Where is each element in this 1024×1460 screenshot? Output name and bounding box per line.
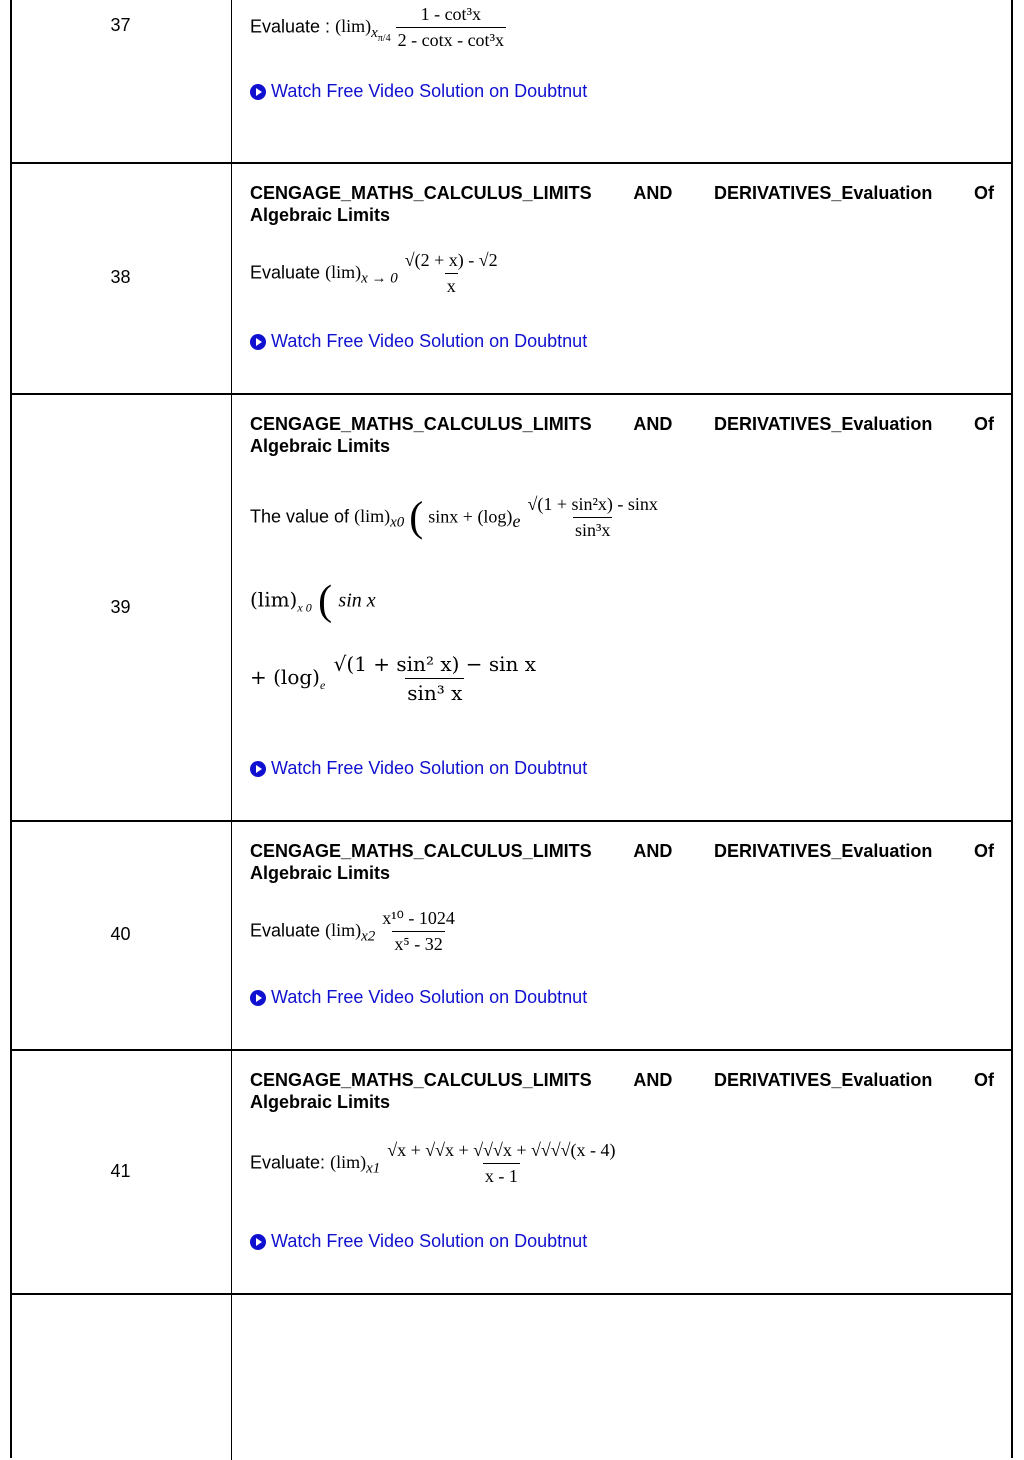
watch-video-link[interactable]	[250, 331, 587, 352]
left-paren: (	[318, 578, 333, 624]
question-heading	[250, 413, 994, 457]
question-text: The value of $(\lim)_{x0}$ ( $\sin x + (\log)_e$ $\frac{\text{√(1 + sin²x) - sinx}}{\text{sin³x}}$	[250, 494, 658, 541]
question-number: 37	[110, 15, 131, 35]
heading-part: Algebraic Limits	[250, 436, 391, 456]
heading-part: AND	[633, 183, 673, 203]
question-text: Evaluate $(\lim)_{x \to 0}$ $\frac{√(2 + x) - √2}{x}$	[250, 250, 498, 296]
fraction	[396, 4, 506, 51]
log-base: e	[512, 510, 521, 531]
heading-part: Algebraic Limits	[250, 1092, 391, 1112]
denominator: sin³x	[573, 517, 612, 541]
heading-part: DERIVATIVES_Evaluation	[713, 1070, 933, 1090]
question-text: Evaluate $(\lim)_{x2}$ $\frac{\text{x¹⁰ - 1024}}{\text{x⁵ - 32}}$	[250, 908, 455, 954]
denominator: x	[445, 273, 458, 297]
column-divider	[231, 0, 232, 1460]
question-number: 38	[110, 267, 131, 287]
numerator: 1 - cot³x	[420, 4, 481, 24]
fraction	[403, 250, 500, 297]
fraction	[525, 494, 659, 541]
left-paren: (	[409, 494, 424, 541]
heading-part: CENGAGE_MATHS_CALCULUS_LIMITS	[250, 841, 592, 861]
question-prefix: The value of	[250, 506, 350, 527]
tex-part: e	[319, 678, 326, 692]
heading-part: AND	[633, 841, 673, 861]
heading-part: DERIVATIVES_Evaluation	[713, 414, 933, 434]
tex-line-1	[250, 580, 376, 622]
heading-part: Algebraic Limits	[250, 863, 391, 883]
question-text: Evaluate : $(\lim)_{x_{\pi/4}}$ $\frac{\text{1 - cot³x}}{\text{2 - cotx - cot³x}}$	[250, 4, 504, 50]
question-heading	[250, 1069, 994, 1113]
denominator: sin³ x	[405, 678, 464, 705]
question-text: Evaluate: $(\lim)_{x1}$ $\frac{√x + √√x + √√√x + √√√√(x - 4)}{x - 1}$	[250, 1140, 616, 1186]
question-heading	[250, 182, 994, 226]
fraction	[385, 1140, 617, 1187]
heading-part: Of	[974, 183, 994, 203]
denominator: 2 - cotx - cot³x	[396, 27, 506, 51]
numerator: √(1 + sin²x) - sinx	[527, 494, 658, 514]
limit-variable: x0	[390, 514, 405, 531]
denominator: x⁵ - 32	[392, 931, 444, 955]
numerator: √(1 + sin² x) − sin x	[333, 652, 537, 676]
tex-part: x 0	[297, 600, 312, 615]
row-divider	[10, 1049, 1013, 1051]
heading-part: CENGAGE_MATHS_CALCULUS_LIMITS	[250, 183, 592, 203]
heading-part: CENGAGE_MATHS_CALCULUS_LIMITS	[250, 1070, 592, 1090]
numerator: √x + √√x + √√√x + √√√√(x - 4)	[387, 1140, 616, 1160]
question-number: 41	[110, 1161, 131, 1181]
watch-video-label: Watch Free Video Solution on Doubtnut	[271, 987, 588, 1007]
play-circle-icon	[250, 1234, 266, 1250]
heading-part: CENGAGE_MATHS_CALCULUS_LIMITS	[250, 414, 592, 434]
limit-variable: x2	[361, 928, 376, 945]
heading-part: DERIVATIVES_Evaluation	[713, 183, 933, 203]
limit-target: π/4	[377, 32, 391, 44]
question-number: 40	[110, 924, 131, 944]
heading-part: DERIVATIVES_Evaluation	[713, 841, 933, 861]
tex-part: (lim)	[250, 587, 298, 612]
watch-video-label: Watch Free Video Solution on Doubtnut	[271, 81, 588, 101]
limit-variable: x1	[366, 1160, 381, 1177]
heading-part: Of	[974, 1070, 994, 1090]
fraction	[332, 652, 538, 705]
row-divider	[10, 1293, 1013, 1295]
row-divider	[10, 393, 1013, 395]
tex-part: + (log)	[250, 665, 320, 689]
play-circle-icon	[250, 990, 266, 1006]
denominator: x - 1	[483, 1163, 520, 1187]
question-prefix: Evaluate	[250, 262, 321, 283]
watch-video-label: Watch Free Video Solution on Doubtnut	[271, 1231, 588, 1251]
watch-video-label: Watch Free Video Solution on Doubtnut	[271, 331, 588, 351]
question-prefix: Evaluate:	[250, 1152, 326, 1173]
play-circle-icon	[250, 84, 266, 100]
watch-video-label: Watch Free Video Solution on Doubtnut	[271, 758, 588, 778]
heading-part: AND	[633, 414, 673, 434]
fraction	[380, 908, 457, 955]
play-circle-icon	[250, 334, 266, 350]
heading-part: Of	[974, 414, 994, 434]
row-divider	[10, 820, 1013, 822]
row-divider	[10, 162, 1013, 164]
question-number: 39	[110, 597, 131, 617]
watch-video-link[interactable]	[250, 758, 587, 779]
numerator: x¹⁰ - 1024	[382, 908, 455, 928]
question-heading	[250, 840, 994, 884]
limit-variable: x → 0	[361, 270, 398, 287]
tex-part: sin x	[338, 589, 376, 612]
numerator: √(2 + x) - √2	[404, 250, 498, 270]
watch-video-link[interactable]	[250, 81, 587, 102]
tex-line-2	[250, 652, 538, 705]
heading-part: Algebraic Limits	[250, 205, 391, 225]
watch-video-link[interactable]	[250, 987, 587, 1008]
heading-part: Of	[974, 841, 994, 861]
play-circle-icon	[250, 761, 266, 777]
limit-variable: x	[371, 24, 378, 41]
watch-video-link[interactable]	[250, 1231, 587, 1252]
question-prefix: Evaluate	[250, 920, 321, 941]
question-prefix: Evaluate :	[250, 16, 331, 37]
term: sinx + (log)	[428, 506, 513, 527]
heading-part: AND	[633, 1070, 673, 1090]
